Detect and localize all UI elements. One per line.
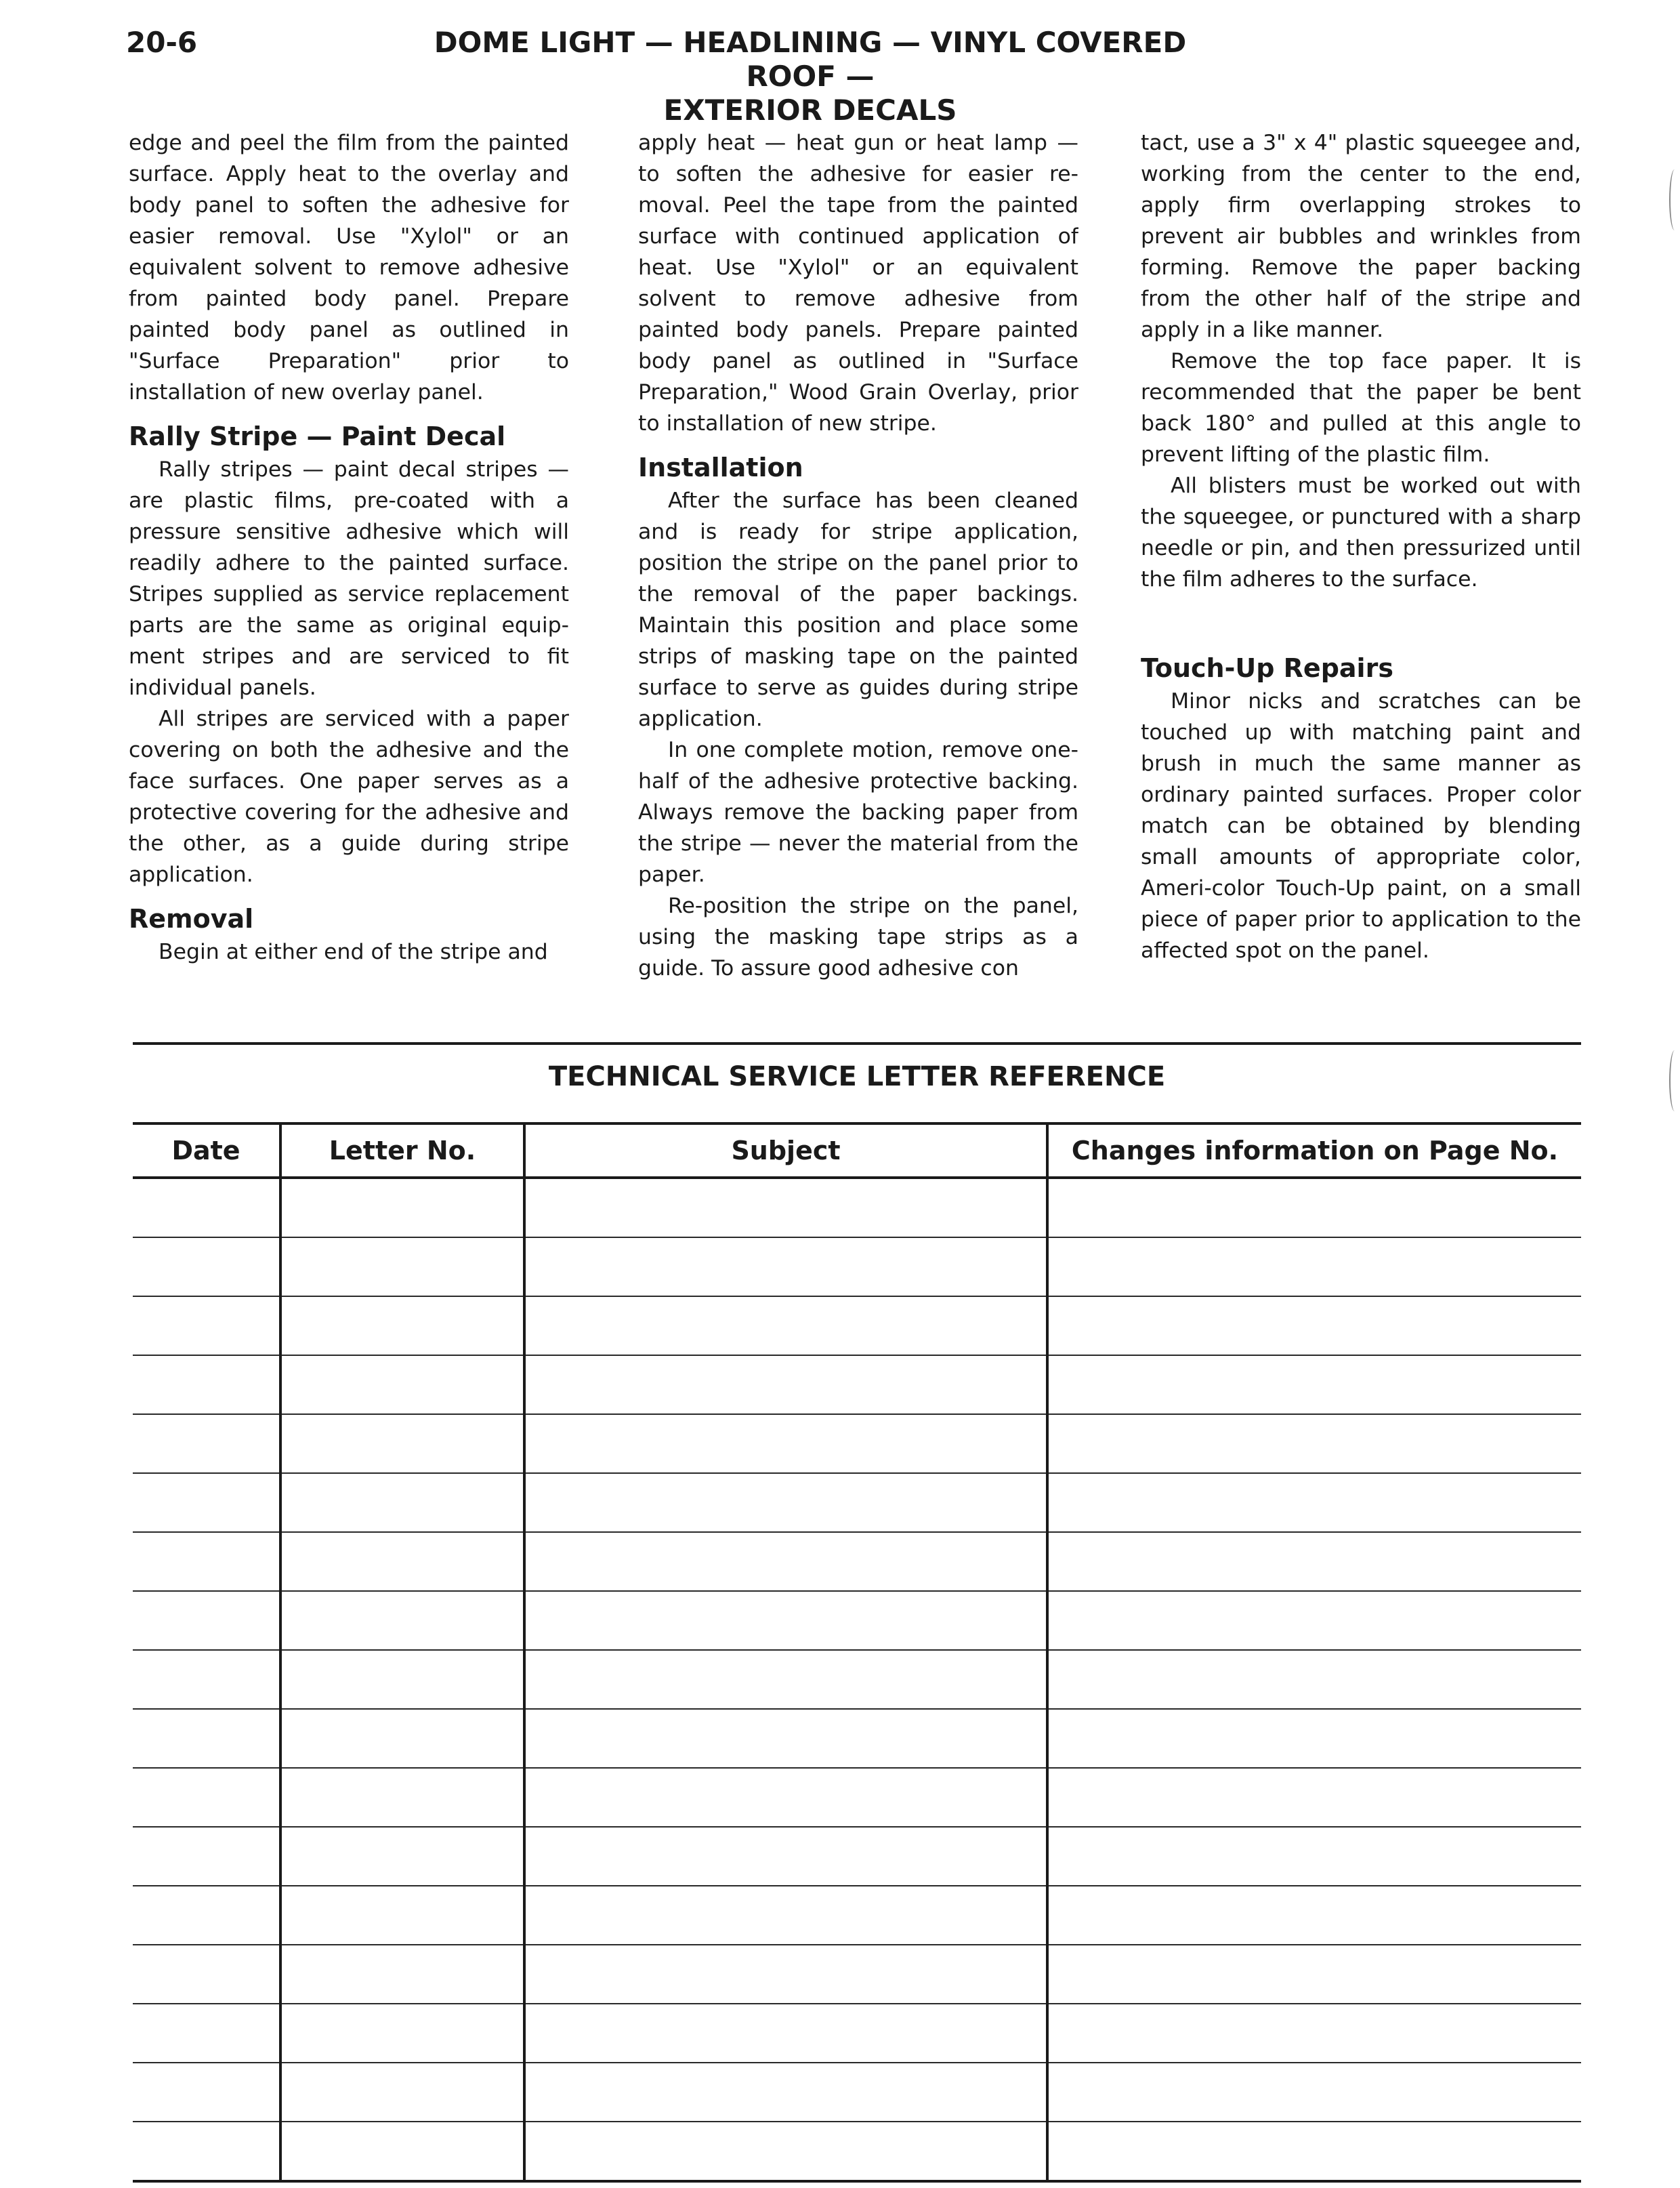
table-cell xyxy=(133,1296,280,1355)
page-title-line-1: DOME LIGHT — HEADLINING — VINYL COVERED ROOF — xyxy=(434,26,1187,93)
table-cell xyxy=(1047,1296,1581,1355)
table-row xyxy=(133,2063,1581,2122)
table-cell xyxy=(133,1532,280,1591)
table-cell xyxy=(280,1473,524,1532)
column-1 xyxy=(129,127,569,1015)
paragraph: Remove the top face paper. It is recommended that the paper be bent back 180° and pulled at this angle to prevent lifting of the plastic film. xyxy=(1141,349,1581,467)
column-3 xyxy=(1141,127,1581,1015)
table-cell xyxy=(280,1532,524,1591)
table-cell xyxy=(1047,1709,1581,1768)
section-heading-removal: Removal xyxy=(129,904,254,934)
table-row xyxy=(133,1709,1581,1768)
paragraph: edge and peel the film from the painted surface. Apply heat to the overlay and body panel to soften the adhesive for easier removal. Use "Xylol" or an equivalent solvent to remove adhesive from painted body panel. Prepare painted body panel as outlined in "Surface Preparation" prior to installation of new overlay panel. xyxy=(129,131,569,405)
table-cell xyxy=(524,1709,1047,1768)
table-cell xyxy=(280,1827,524,1886)
column-header-subject: Subject xyxy=(524,1123,1047,1178)
table-cell xyxy=(1047,1591,1581,1650)
column-header-letter-no: Letter No. xyxy=(280,1123,524,1178)
table-cell xyxy=(280,2122,524,2181)
table-cell xyxy=(1047,1768,1581,1827)
table-cell xyxy=(280,2063,524,2122)
table-cell xyxy=(524,1886,1047,1945)
table-cell xyxy=(133,1886,280,1945)
paragraph: Rally stripes — paint decal stripes — are plastic films, pre-coated with a pressure sensitive adhesive which will readily adhere to the painted surface. Stripes supplied as service replacement parts are the same as original equipment stripes and are serviced to fit individual panels. xyxy=(129,457,569,700)
paragraph: Re-position the stripe on the panel, using the masking tape strips as a guide. To assure good adhesive con xyxy=(638,894,1078,981)
table-cell xyxy=(524,1237,1047,1296)
table-cell xyxy=(1047,1945,1581,2004)
table-cell xyxy=(133,1355,280,1414)
table-cell xyxy=(280,1296,524,1355)
table-cell xyxy=(1047,1473,1581,1532)
table-cell xyxy=(280,1591,524,1650)
horizontal-rule xyxy=(133,1042,1581,1045)
table-cell xyxy=(1047,1827,1581,1886)
paragraph: Minor nicks and scratches can be touched up with matching paint and brush in much the same manner as ordinary painted surfaces. Proper color match can be obtained by blending small amounts of appropriate color, Ameri-color Touch-Up paint, on a small piece of paper prior to application to the affected spot on the panel. xyxy=(1141,689,1581,963)
table-cell xyxy=(524,1532,1047,1591)
table-row xyxy=(133,1296,1581,1355)
table-cell xyxy=(133,1473,280,1532)
table-row xyxy=(133,1945,1581,2004)
table-row xyxy=(133,1591,1581,1650)
table-cell xyxy=(133,1945,280,2004)
page-number: 20-6 xyxy=(126,26,198,59)
paragraph: In one complete motion, remove one-half of the adhesive protective backing. Always remove the backing paper from the stripe — never the material from the paper. xyxy=(638,738,1078,887)
paragraph: All stripes are serviced with a paper covering on both the adhesive and the face surfaces. One paper serves as a protective covering for the adhesive and the other, as a guide during stripe application. xyxy=(129,707,569,887)
table-cell xyxy=(1047,1532,1581,1591)
table-cell xyxy=(524,2122,1047,2181)
table-cell xyxy=(133,2063,280,2122)
paragraph: Begin at either end of the stripe and xyxy=(159,940,548,964)
table-cell xyxy=(133,1650,280,1709)
section-heading-installation: Installation xyxy=(638,453,803,482)
table-row xyxy=(133,1355,1581,1414)
table-cell xyxy=(133,1709,280,1768)
page-edge-mark xyxy=(1669,1050,1680,1111)
table-row xyxy=(133,1178,1581,1237)
table-cell xyxy=(524,1591,1047,1650)
table-row xyxy=(133,1532,1581,1591)
table-cell xyxy=(524,1945,1047,2004)
table-cell xyxy=(133,1768,280,1827)
table-cell xyxy=(280,1414,524,1473)
table-cell xyxy=(1047,2063,1581,2122)
section-heading-touch-up-repairs: Touch-Up Repairs xyxy=(1141,653,1393,683)
table-cell xyxy=(524,2004,1047,2063)
table-cell xyxy=(1047,1650,1581,1709)
table-cell xyxy=(524,2063,1047,2122)
table-row xyxy=(133,1827,1581,1886)
table-cell xyxy=(280,1650,524,1709)
table-row xyxy=(133,1650,1581,1709)
table-cell xyxy=(524,1414,1047,1473)
table-row xyxy=(133,1473,1581,1532)
table-cell xyxy=(133,1827,280,1886)
table-cell xyxy=(524,1650,1047,1709)
table-header-row xyxy=(133,1123,1581,1178)
column-header-date: Date xyxy=(133,1123,280,1178)
table-row xyxy=(133,2004,1581,2063)
section-heading-rally-stripe: Rally Stripe — Paint Decal xyxy=(129,421,506,451)
paragraph: apply heat — heat gun or heat lamp — to soften the adhesive for easier removal. Peel the tape from the painted surface with continued application of heat. Use "Xylol" or an equivalent solvent to remove adhesive from painted body panels. Prepare painted body panel as outlined in "Surface Preparation," Wood Grain Overlay, prior to installation of new stripe. xyxy=(638,131,1078,436)
table-cell xyxy=(524,1827,1047,1886)
table-cell xyxy=(1047,1886,1581,1945)
table-row xyxy=(133,1886,1581,1945)
table-cell xyxy=(1047,1355,1581,1414)
table-cell xyxy=(1047,1414,1581,1473)
table-cell xyxy=(524,1768,1047,1827)
table-cell xyxy=(524,1178,1047,1237)
table-cell xyxy=(280,1709,524,1768)
tsl-table-title: TECHNICAL SERVICE LETTER REFERENCE xyxy=(548,1061,1166,1092)
table-cell xyxy=(524,1355,1047,1414)
table-cell xyxy=(280,1945,524,2004)
table-cell xyxy=(524,1473,1047,1532)
table-cell xyxy=(133,1591,280,1650)
page-header xyxy=(126,26,1569,127)
table-cell xyxy=(1047,2004,1581,2063)
tsl-table-body xyxy=(133,1178,1581,2181)
page-title-line-2: EXTERIOR DECALS xyxy=(663,94,957,127)
table-cell xyxy=(524,1296,1047,1355)
paragraph: All blisters must be worked out with the squeegee, or punctured with a sharp needle or pin, and then pressurized until the film adheres to the surface. xyxy=(1141,474,1581,592)
table-cell xyxy=(280,1355,524,1414)
tsl-reference-table xyxy=(133,1122,1581,2183)
body-columns xyxy=(129,127,1581,1015)
table-cell xyxy=(280,2004,524,2063)
table-cell xyxy=(1047,1178,1581,1237)
table-cell xyxy=(280,1768,524,1827)
table-cell xyxy=(1047,2122,1581,2181)
column-header-changes-page: Changes information on Page No. xyxy=(1047,1123,1581,1178)
table-row xyxy=(133,1414,1581,1473)
table-row xyxy=(133,2122,1581,2181)
table-cell xyxy=(133,1414,280,1473)
table-cell xyxy=(280,1178,524,1237)
table-cell xyxy=(280,1886,524,1945)
page-edge-mark xyxy=(1669,169,1680,230)
table-cell xyxy=(133,2004,280,2063)
table-cell xyxy=(133,1178,280,1237)
table-row xyxy=(133,1237,1581,1296)
table-cell xyxy=(1047,1237,1581,1296)
page-title xyxy=(411,26,1210,127)
paragraph: tact, use a 3" x 4" plastic squeegee and, working from the center to the end, apply firm overlapping strokes to prevent air bubbles and wrinkles from forming. Remove the paper backing from the other half of the stripe and apply in a like manner. xyxy=(1141,131,1581,342)
column-2 xyxy=(638,127,1078,1015)
table-cell xyxy=(133,1237,280,1296)
table-cell xyxy=(133,2122,280,2181)
table-row xyxy=(133,1768,1581,1827)
table-cell xyxy=(280,1237,524,1296)
paragraph: After the surface has been cleaned and is ready for stripe application, position the stripe on the panel prior to the removal of the paper backings. Maintain this position and place some strips of masking tape on the painted surface to serve as guides during stripe application. xyxy=(638,489,1078,731)
